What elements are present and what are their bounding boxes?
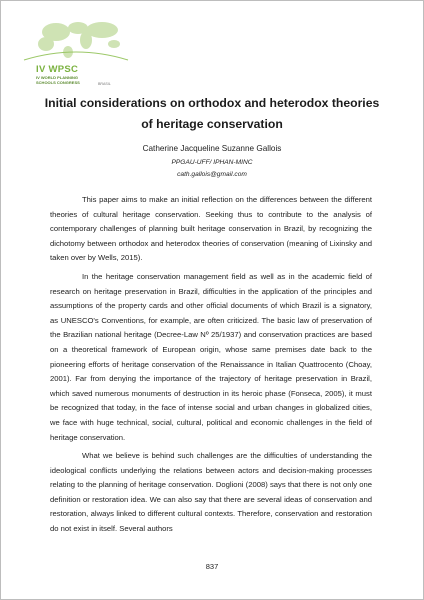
page-number: 837 xyxy=(205,562,219,571)
author-email: cath.gallois@gmail.com xyxy=(177,171,247,178)
author-name: Catherine Jacqueline Suzanne Gallois xyxy=(142,144,282,153)
paragraph: In the heritage conservation management field as well as in the academic field of research on heritage preservation in Brazil, difficulties in the application of the principles and assumptions of the property cards and other official documents of which Brazil is a signatory, as UNESCO's Conventions, for example, are often criticized. The basic law of preservation of the Brazilian national heritage (Decree-Law Nº 25/1937) and conservation practices are based on a theoretical framework of European origin, whose same premises date back to the pioneering efforts of heritage conservation of the Renaissance in Italian Quattrocento (Choay, 2001). Far from denying the importance of the trajectory of heritage preservation in Brazil, which saved numerous monuments of destruction in its heroic phase (Fonseca, 2005), it must be recognized that today, in the face of intense social and urban changes in globalized cities, we face with huge technical, social, cultural, political and economic challenges in the field of heritage conservation. xyxy=(50,271,372,442)
paragraph: This paper aims to make an initial reflection on the differences between the different theories of cultural heritage conservation. Seeking thus to contribute to the analysis of contemporary challenges of planning built heritage conservation in Brazil, by recognizing the dichotomy between orthodox and heterodox theories of conservation (meaning of Lixinsky and taken over by Wells, 2015). xyxy=(50,195,372,263)
logo-tagline: BRASIL xyxy=(98,82,111,86)
congress-logo xyxy=(16,14,136,84)
paper-title: Initial considerations on orthodox and heterodox theories of heritage conservation xyxy=(44,96,380,131)
author-affiliation: PPGAU-UFF/ IPHAN-MINC xyxy=(171,159,253,166)
body-text xyxy=(50,193,372,541)
paragraph: What we believe is behind such challenges are the difficulties of understanding the ideological conflicts underlying the relations between actors and decision-making processes relating to the planning of heritage conservation. Doglioni (2008) says that there is not only one definition or restoration idea. We can also say that there are several ideas of conservation and restoration, always linked to different cultural contexts. Therefore, conservation and restoration do not exist in itself. Several authors xyxy=(50,451,372,534)
logo-name: IV WPSC xyxy=(36,64,79,75)
logo-subtitle: IV WORLD PLANNING SCHOOLS CONGRESS xyxy=(36,75,80,85)
